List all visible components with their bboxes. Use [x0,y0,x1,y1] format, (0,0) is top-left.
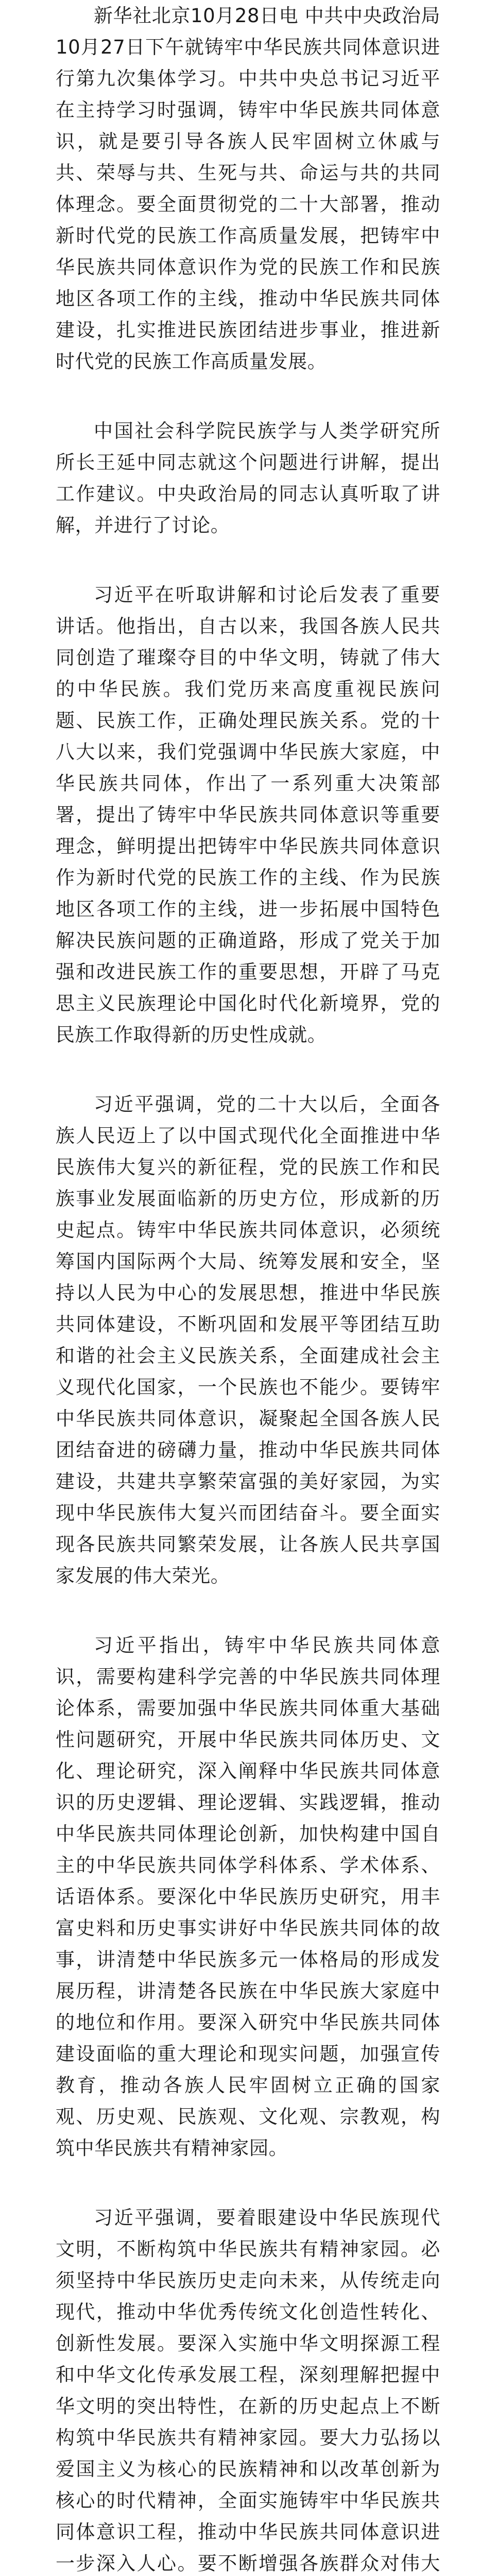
paragraph-lecture: 中国社会科学院民族学与人类学研究所所长王延中同志就这个问题进行讲解，提出工作建议。中央政治局的同志认真听取了讲解，并进行了讨论。 [56,420,440,536]
paragraph-lead: 新华社北京10月28日电 中共中央政治局10月27日下午就铸牢中华民族共同体意识进行第九次集体学习。中共中央总书记习近平在主持学习时强调，铸牢中华民族共同体意识，就是要引导各族人民牢固树立休戚与共、荣辱与共、生死与共、命运与共的共同体理念。要全面贯彻党的二十大部署，推动新时代党的民族工作高质量发展，把铸牢中华民族共同体意识作为党的民族工作和民族地区各项工作的主线，推动中华民族共同体建设，扎实推进民族团结进步事业，推进新时代党的民族工作高质量发展。 [56,5,440,372]
paragraph-theory-system: 习近平指出，铸牢中华民族共同体意识，需要构建科学完善的中华民族共同体理论体系，需要加强中华民族共同体重大基础性问题研究，开展中华民族共同体历史、文化、理论研究，深入阐释中华民族共同体意识的历史逻辑、理论逻辑、实践逻辑，推动中华民族共同体理论创新，加快构建中国自主的中华民族共同体学科体系、学术体系、话语体系。要深化中华民族历史研究，用丰富史料和历史事实讲好中华民族共同体的故事，讲清楚中华民族多元一体格局的形成发展历程，讲清楚各民族在中华民族大家庭中的地位和作用。要深入研究中华民族共同体建设面临的重大理论和现实问题，加强宣传教育，推动各族人民牢固树立正确的国家观、历史观、民族观、文化观、宗教观，构筑中华民族共有精神家园。 [56,1634,440,2159]
paragraph-spiritual-home: 习近平强调，要着眼建设中华民族现代文明，不断构筑中华民族共有精神家园。必须坚持中华民族历史走向未来，从传统走向现代，推动中华优秀传统文化创造性转化、创新性发展。要深入实施中华文明探源工程和中华文化传承发展工程，深刻理解把握中华文明的突出特性，在新的历史起点上不断构筑中华民族共有精神家园。要大力弘扬以爱国主义为核心的民族精神和以改革创新为核心的时代精神，全面实施铸牢中华民族共同体意识工程，推动中华民族共同体意识进一步深入人心。要不断增强各族群众对伟大 [56,2207,440,2574]
paragraph-speech: 习近平在听取讲解和讨论后发表了重要讲话。他指出，自古以来，我国各族人民共同创造了璀璨夺目的中华文明，铸就了伟大的中华民族。我们党历来高度重视民族问题、民族工作，正确处理民族关系。党的十八大以来，我们党强调中华民族大家庭，中华民族共同体，作出了一系列重大决策部署，提出了铸牢中华民族共同体意识等重要理念，鲜明提出把铸牢中华民族共同体意识作为新时代党的民族工作的主线、作为民族地区各项工作的主线，进一步拓展中国特色解决民族问题的正确道路，形成了党关于加强和改进民族工作的重要思想，开辟了马克思主义民族理论中国化时代化新境界，党的民族工作取得新的历史性成就。 [56,584,440,1046]
paragraph-new-journey: 习近平强调，党的二十大以后，全面各族人民迈上了以中国式现代化全面推进中华民族伟大复兴的新征程，党的民族工作和民族事业发展面临新的历史方位，形成新的历史起点。铸牢中华民族共同体意识，必须统筹国内国际两个大局、统筹发展和安全，坚持以人民为中心的发展思想，推进中华民族共同体建设，不断巩固和发展平等团结互助和谐的社会主义民族关系，全面建成社会主义现代化国家，一个民族也不能少。要铸牢中华民族共同体意识，凝聚起全国各族人民团结奋进的磅礴力量，推动中华民族共同体建设，共建共享繁荣富强的美好家园，为实现中华民族伟大复兴而团结奋斗。要全面实现各民族共同繁荣发展，让各族人民共享国家发展的伟大荣光。 [56,1093,440,1587]
